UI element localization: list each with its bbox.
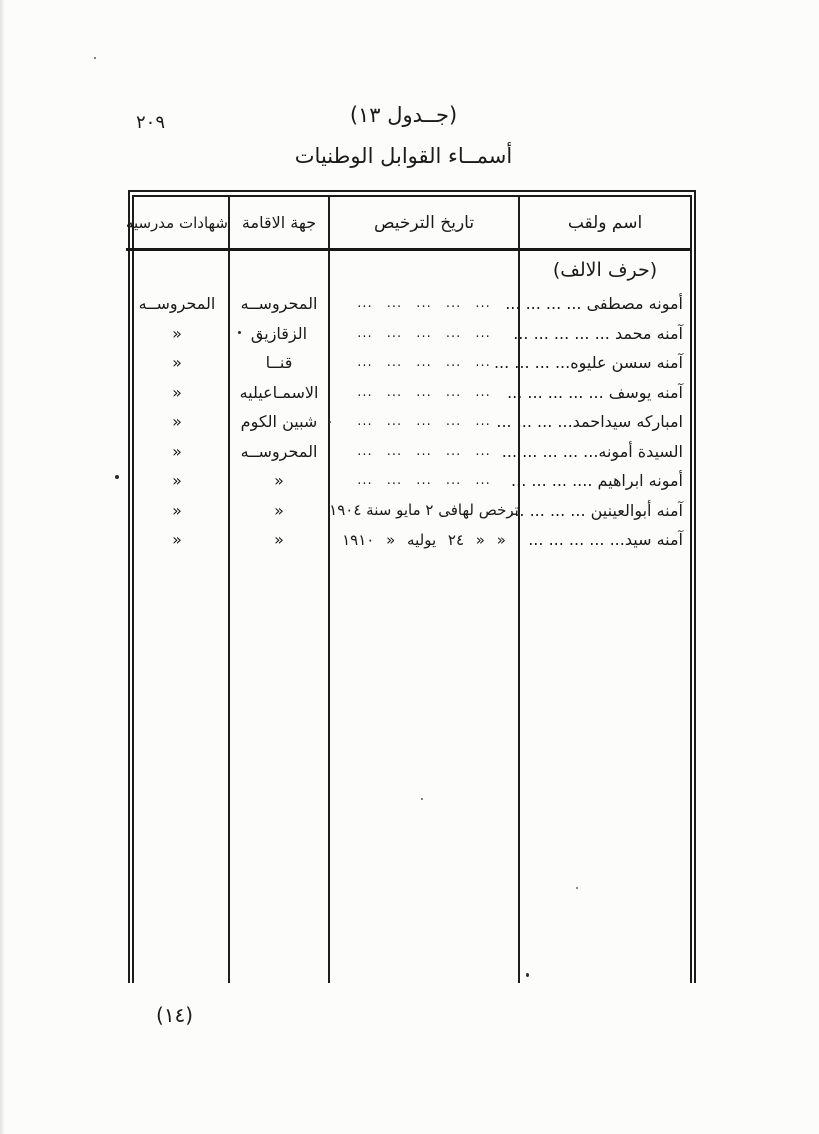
residence-cell: المحروســه bbox=[228, 437, 328, 467]
residence-cell: « bbox=[228, 466, 328, 496]
name-cell: أمونه ابراهيم .... ... ... ... bbox=[518, 466, 690, 496]
license-date-cell: ... ... ... ... ... bbox=[328, 348, 518, 378]
empty-cell bbox=[328, 555, 518, 984]
license-date-cell: ... ... ... ... ... bbox=[328, 289, 518, 319]
midwives-table bbox=[125, 190, 696, 983]
header-residence: جهة الاقامة bbox=[228, 197, 328, 251]
residence-cell: الزقازيق bbox=[228, 319, 328, 349]
certificates-cell: « bbox=[172, 441, 182, 461]
residence-cell: شبين الكوم bbox=[228, 407, 328, 437]
name-cell: آمنه أبوالعينين ... ... ... ... bbox=[518, 496, 690, 526]
page-number: ٢٠٩ bbox=[136, 112, 166, 133]
header-license-date: تاريخ الترخيص bbox=[328, 197, 518, 251]
table-grid bbox=[125, 197, 690, 983]
footer-signature-mark: (١٤) bbox=[156, 1003, 194, 1027]
license-date-cell: ... ... ... ... ... bbox=[328, 466, 518, 496]
residence-cell: المحروســه bbox=[228, 289, 328, 319]
certificates-cell: المحروســه bbox=[138, 294, 216, 314]
residence-cell: « bbox=[228, 525, 328, 555]
certificates-cell: « bbox=[172, 382, 182, 402]
certificates-cell: « bbox=[172, 412, 182, 432]
license-date-cell: ... ... ... ... ... bbox=[328, 407, 518, 437]
name-cell: آمنه محمد ... ... ... ... ... bbox=[518, 319, 690, 349]
residence-cell: الاسمـاعيليه bbox=[228, 378, 328, 408]
certificates-cell: « bbox=[172, 471, 182, 491]
certificates-cell: « bbox=[172, 323, 182, 343]
name-cell: آمنه سسن عليوه... ... ... ... bbox=[518, 348, 690, 378]
license-date-cell: ... ... ... ... ... bbox=[328, 437, 518, 467]
residence-cell: قنــا bbox=[228, 348, 328, 378]
license-date-cell: ... ... ... ... ... bbox=[328, 378, 518, 408]
scan-speck bbox=[94, 57, 96, 59]
header-certificates: شهادات مدرسيه bbox=[126, 197, 228, 251]
section-header-alef: (حرف الالف) bbox=[518, 251, 690, 289]
residence-cell: « bbox=[228, 496, 328, 526]
scan-edge-shadow bbox=[0, 0, 5, 1134]
certificates-cell: « bbox=[172, 530, 182, 550]
header-name: اسم ولقب bbox=[518, 197, 690, 251]
license-date-cell: « « ٢٤ يوليه « ١٩١٠ bbox=[328, 525, 518, 555]
certificates-cell: « bbox=[172, 500, 182, 520]
scan-speck bbox=[115, 475, 119, 479]
empty-cell bbox=[518, 555, 690, 984]
name-cell: آمنه سيد... ... ... ... ... bbox=[518, 525, 690, 555]
empty-cell bbox=[126, 251, 228, 289]
license-date-cell: ترخص لهافى ٢ مايو سنة ١٩٠٤ bbox=[328, 496, 518, 526]
page-title: أسمــاء القوابل الوطنيات bbox=[294, 144, 513, 168]
table-caption: (جــدول ١٣) bbox=[349, 103, 458, 127]
empty-cell bbox=[126, 555, 228, 984]
empty-cell bbox=[328, 251, 518, 289]
name-cell: السيدة أمونه... ... ... ... ... bbox=[518, 437, 690, 467]
license-date-cell: ... ... ... ... ... bbox=[328, 319, 518, 349]
name-cell: آمنه يوسف ... ... ... ... ... bbox=[518, 378, 690, 408]
name-cell: امباركه سيداحمد... ... ... ... bbox=[518, 407, 690, 437]
name-cell: أمونه مصطفى ... ... ... ... bbox=[518, 289, 690, 319]
empty-cell bbox=[228, 555, 328, 984]
certificates-cell: « bbox=[172, 353, 182, 373]
empty-cell bbox=[228, 251, 328, 289]
